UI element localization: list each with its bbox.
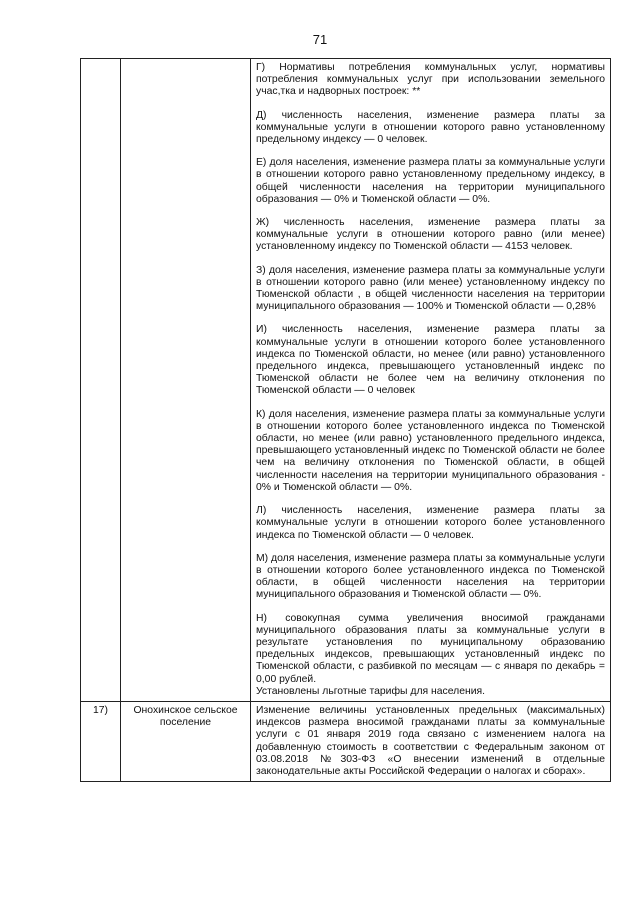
paragraph-i: И) численность населения, изменение размера платы за коммунальные услуги в отношении которого более установленного индекса по Тюменской области, но менее (или равно) установленного предельного индекса, превышающего установленный индекс по Тюменской области не более чем на величину отклонения по Тюменской области — 0 человек: [256, 324, 605, 397]
description-cell: [251, 59, 611, 702]
paragraph-l: Л) численность населения, изменение размера платы за коммунальные услуги в отношении которого более установленного индекса по Тюменской области — 0 человек.: [256, 505, 605, 541]
paragraph-m: М) доля населения, изменение размера платы за коммунальные услуги в отношении которого более установленного индекса по Тюменской области, в общей численности населения на территории муниципального образования и Тюменской области — 0%.: [256, 552, 605, 601]
paragraph-n: Н) совокупная сумма увеличения вносимой гражданами муниципального образования платы за коммунальные услуги в результате установления по муниципальному образованию предельных индексов, превышающих установленный индекс по Тюменской области, с разбивкой по месяцам — с января по декабрь = 0,00 рублей.: [256, 612, 605, 685]
table-row: [81, 701, 611, 781]
row-number-cell: 17): [81, 701, 121, 781]
paragraph-g: Г) Нормативы потребления коммунальных услуг, нормативы потребления коммунальных услуг при использовании земельного учас,тка и надворных построек: **: [256, 62, 605, 98]
table-row: [81, 59, 611, 702]
change-explanation: Изменение величины установленных предельных (максимальных) индексов размера вносимой гражданами платы за коммунальные услуги с 01 января 2019 года связано с изменением налога на добавленную стоимость в соответствии с Федеральным законом от 03.08.2018 №303-ФЗ «О внесении изменений в отдельные законодательные акты Российской Федерации о налогах и сборах».: [256, 704, 605, 777]
municipality-name-cell: [121, 59, 251, 702]
paragraph-d: Д) численность населения, изменение размера платы за коммунальные услуги в отношении которого равно установленному предельному индексу — 0 человек.: [256, 109, 605, 146]
row-number-cell: [81, 59, 121, 702]
paragraph-zh: Ж) численность населения, изменение размера платы за коммунальные услуги в отношении которого равно (или менее) установленному индексу по Тюменской области — 4153 человек.: [256, 217, 605, 253]
paragraph-k: К) доля населения, изменение размера платы за коммунальные услуги в отношении которого более установленного индекса по Тюменской области, но менее (или равно) установленного предельного индекса, превышающего установленный индекс по Тюменской области не более чем на величину отклонения по Тюменской области, в общей численности населения на территории муниципального образования - 0% и Тюменской области — 0%.: [256, 408, 605, 493]
description-cell: [251, 701, 611, 781]
closing-note: Установлены льготные тарифы для населения.: [256, 685, 486, 697]
paragraph-z: З) доля населения, изменение размера платы за коммунальные услуги в отношении которого равно (или менее) установленному индексу по Тюменской области , в общей численности населения на территории муниципального образования — 100% и Тюменской области — 0,28%: [256, 264, 605, 313]
paragraph-e: Е) доля населения, изменение размера платы за коммунальные услуги в отношении которого равно установленному предельному индексу, в общей численности населения на территории муниципального образования — 0% и Тюменской области — 0%.: [256, 157, 605, 205]
municipality-name-cell: Онохинское сельское поселение: [121, 701, 251, 781]
municipality-table: [80, 58, 611, 782]
page-number: 71: [312, 32, 328, 47]
